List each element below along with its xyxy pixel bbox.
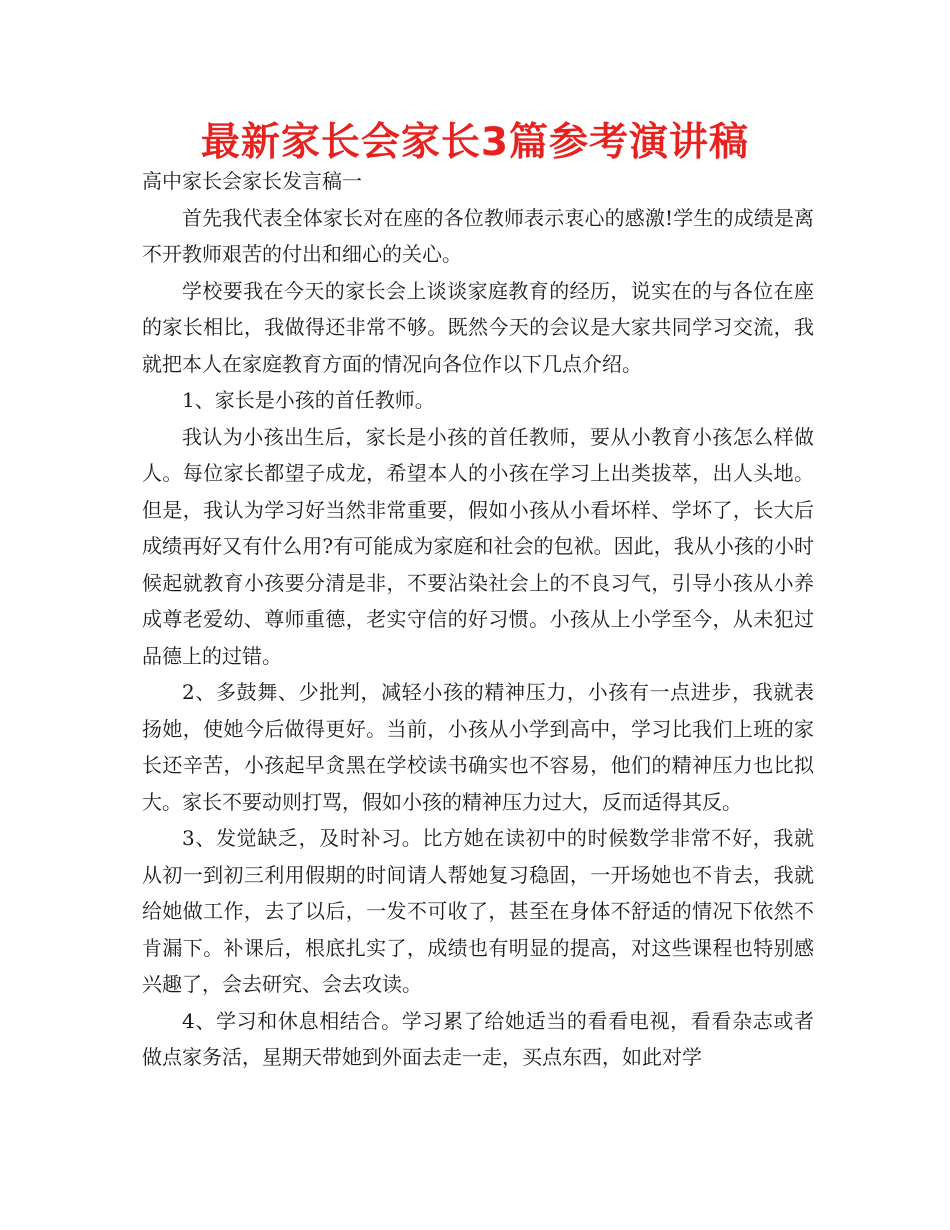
paragraph-4: 我认为小孩出生后，家长是小孩的首任教师，要从小教育小孩怎么样做人。每位家长都望子成龙，希望本人的小孩在学习上出类拔萃，出人头地。但是，我认为学习好当然非常重要，假如小孩从小看坏样、学坏了，长大后成绩再好又有什么用?有可能成为家庭和社会的包袱。因此，我从小孩的小时候起就教育小孩要分清是非，不要沾染社会上的不良习气，引导小孩从小养成尊老爱幼、尊师重德，老实守信的好习惯。小孩从上小学至今，从未犯过品德上的过错。 xyxy=(142,424,814,668)
paragraph-3: 1、家长是小孩的首任教师。 xyxy=(182,388,435,412)
paragraph-6: 3、发觉缺乏，及时补习。比方她在读初中的时候数学非常不好，我就从初一到初三利用假期的时间请人帮她复习稳固，一开场她也不肯去，我就给她做工作，去了以后，一发不可收了，甚至在身体不舒适的情况下依然不肯漏下。补课后，根底扎实了，成绩也有明显的提高，对这些课程也特别感兴趣了，会去研究、会去攻读。 xyxy=(142,826,814,996)
document-title: 最新家长会家长3篇参考演讲稿 xyxy=(200,120,750,165)
paragraph-5: 2、多鼓舞、少批判，减轻小孩的精神压力，小孩有一点进步，我就表扬她，使她今后做得更好。当前，小孩从小学到高中，学习比我们上班的家长还辛苦，小孩起早贪黑在学校读书确实也不容易，他们的精神压力也比拟大。家长不要动则打骂，假如小孩的精神压力过大，反而适得其反。 xyxy=(142,680,814,814)
paragraph-1: 首先我代表全体家长对在座的各位教师表示衷心的感激!学生的成绩是离不开教师艰苦的付出和细心的关心。 xyxy=(142,205,814,266)
document-subtitle: 高中家长会家长发言稿一 xyxy=(142,169,362,193)
document-body xyxy=(142,163,814,1076)
paragraph-2: 学校要我在今天的家长会上谈谈家庭教育的经历，说实在的与各位在座的家长相比，我做得还非常不够。既然今天的会议是大家共同学习交流，我就把本人在家庭教育方面的情况向各位作以下几点介绍。 xyxy=(142,278,814,376)
paragraph-7: 4、学习和休息相结合。学习累了给她适当的看看电视，看看杂志或者做点家务活，星期天带她到外面去走一走，买点东西，如此对学 xyxy=(142,1008,814,1069)
